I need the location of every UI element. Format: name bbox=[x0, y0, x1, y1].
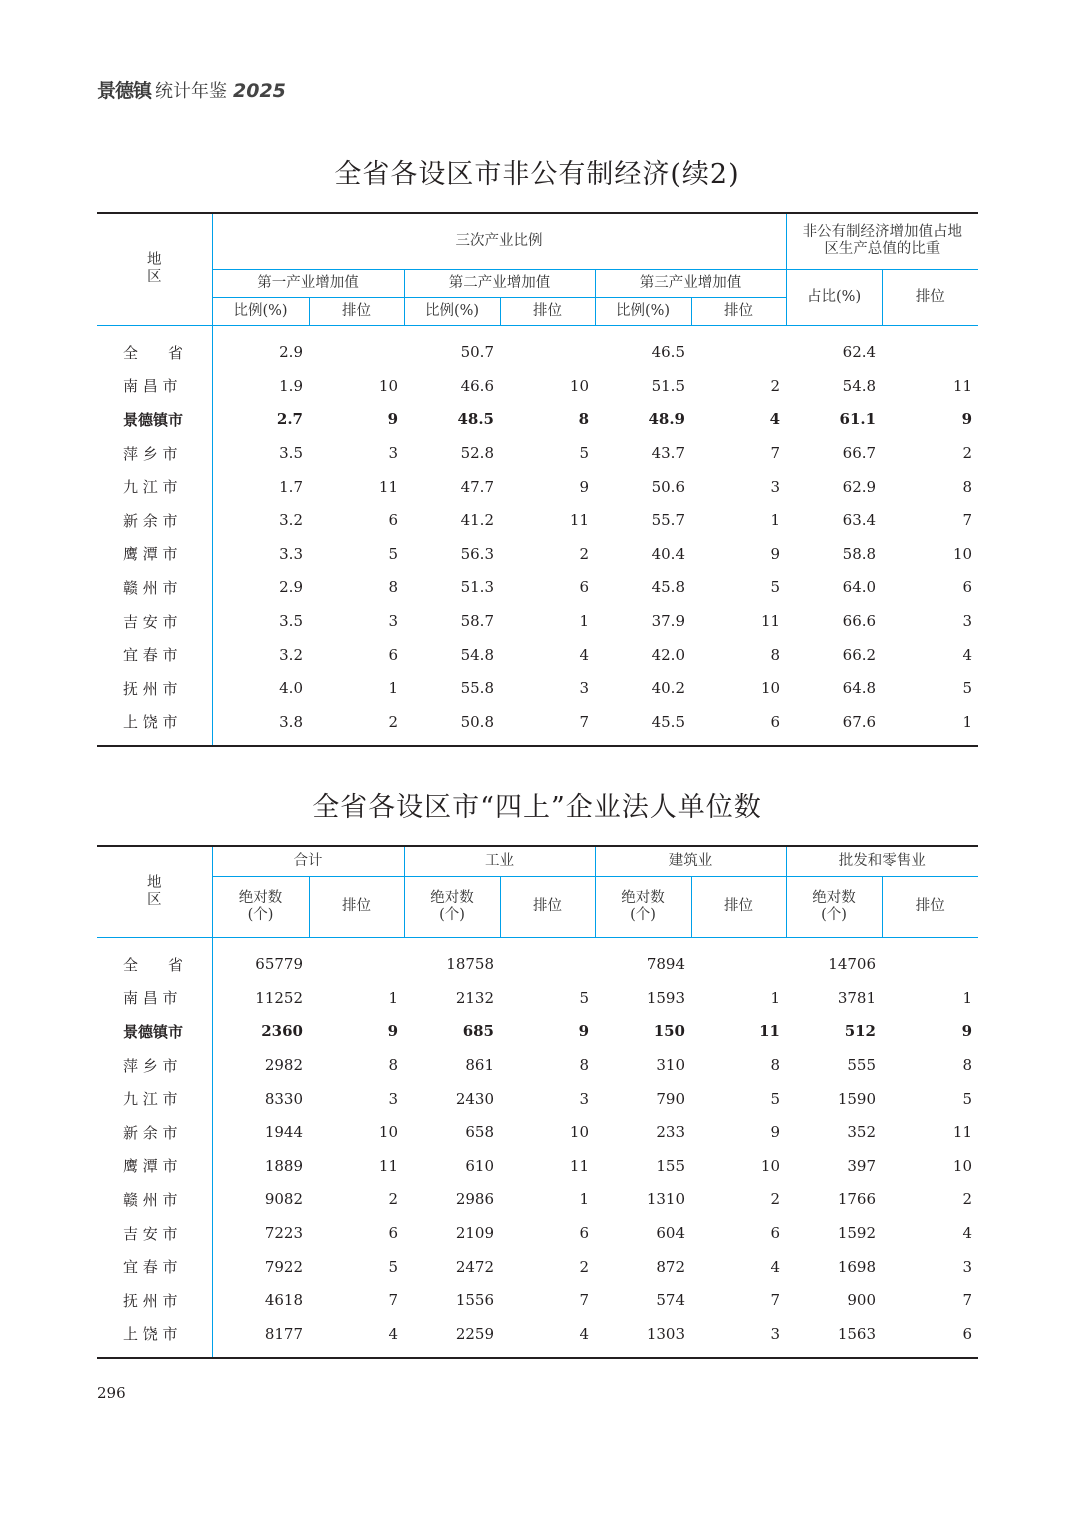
table-row bbox=[97, 436, 978, 470]
header-industry-abs: 绝对数(个) bbox=[404, 876, 500, 937]
table-row bbox=[97, 1048, 978, 1082]
value-cell: 6 bbox=[962, 578, 973, 597]
value-cell: 9 bbox=[770, 1123, 780, 1142]
header-total: 合计 bbox=[212, 846, 404, 876]
value-cell: 4 bbox=[770, 1257, 780, 1276]
value-cell: 7922 bbox=[212, 1250, 309, 1284]
region-cell: 上 饶 市 bbox=[97, 1317, 212, 1358]
value-cell: 11 bbox=[760, 612, 781, 631]
value-cell: 2 bbox=[770, 376, 781, 395]
value-cell: 7 bbox=[388, 1291, 398, 1310]
header-secondary-rank: 排位 bbox=[500, 297, 595, 325]
table-row bbox=[97, 937, 978, 981]
region-cell: 抚 州 市 bbox=[123, 1291, 178, 1310]
value-cell: 1 bbox=[962, 988, 972, 1007]
value-cell: 5 bbox=[962, 679, 973, 698]
value-cell: 1 bbox=[770, 511, 781, 530]
header-share: 占比(%) bbox=[786, 269, 882, 325]
nonpublic-economy-table bbox=[97, 212, 978, 747]
table-row bbox=[97, 369, 978, 403]
table-row bbox=[97, 1149, 978, 1183]
value-cell: 6 bbox=[388, 1224, 398, 1243]
value-cell: 1 bbox=[882, 705, 978, 746]
value-cell: 6 bbox=[579, 578, 589, 597]
value-cell: 4 bbox=[962, 1224, 972, 1243]
value-cell: 9 bbox=[961, 410, 973, 429]
value-cell: 6 bbox=[882, 1317, 978, 1358]
value-cell: 790 bbox=[656, 1089, 685, 1108]
value-cell: 2 bbox=[770, 1190, 780, 1209]
value-cell: 1303 bbox=[595, 1317, 691, 1358]
value-cell: 4 bbox=[962, 645, 973, 664]
value-cell: 2430 bbox=[455, 1089, 494, 1108]
value-cell: 1.7 bbox=[212, 470, 309, 504]
region-cell: 萍 乡 市 bbox=[123, 444, 178, 463]
value-cell: 5 bbox=[388, 544, 398, 563]
value-cell bbox=[309, 937, 404, 981]
value-cell: 41.2 bbox=[460, 511, 494, 530]
value-cell: 52.8 bbox=[460, 444, 494, 463]
value-cell: 1944 bbox=[212, 1115, 309, 1149]
value-cell: 1 bbox=[579, 612, 589, 631]
value-cell: 2 bbox=[962, 444, 973, 463]
table-row bbox=[97, 325, 978, 369]
value-cell: 10 bbox=[760, 679, 781, 698]
value-cell: 7 bbox=[500, 705, 595, 746]
value-cell: 8 bbox=[578, 410, 589, 429]
value-cell: 3 bbox=[770, 477, 781, 496]
value-cell: 40.2 bbox=[651, 679, 685, 698]
region-cell: 九 江 市 bbox=[123, 1090, 178, 1109]
value-cell: 658 bbox=[465, 1123, 494, 1142]
value-cell: 10 bbox=[378, 1123, 398, 1142]
value-cell: 4 bbox=[309, 1317, 404, 1358]
value-cell: 3 bbox=[388, 612, 398, 631]
value-cell: 9 bbox=[387, 410, 398, 429]
value-cell: 872 bbox=[656, 1257, 685, 1276]
value-cell: 1 bbox=[579, 1190, 589, 1209]
value-cell: 1889 bbox=[212, 1149, 309, 1183]
value-cell bbox=[882, 937, 978, 981]
value-cell: 2472 bbox=[455, 1257, 494, 1276]
region-cell: 九 江 市 bbox=[123, 478, 178, 497]
header-brand: 景德镇 bbox=[97, 80, 152, 102]
value-cell: 5 bbox=[579, 444, 589, 463]
value-cell: 54.8 bbox=[842, 376, 877, 395]
header-secondary: 第二产业增加值 bbox=[404, 269, 595, 297]
table2-title: 全省各设区市“四上”企业法人单位数 bbox=[312, 792, 762, 823]
table-row bbox=[97, 503, 978, 537]
value-cell: 66.6 bbox=[842, 612, 877, 631]
table-row bbox=[97, 638, 978, 672]
page-number: 296 bbox=[97, 1384, 126, 1402]
value-cell: 4.0 bbox=[212, 671, 309, 705]
value-cell: 8 bbox=[388, 1056, 398, 1075]
value-cell: 11 bbox=[378, 477, 398, 496]
value-cell: 48.5 bbox=[457, 410, 494, 429]
value-cell: 4 bbox=[769, 410, 781, 429]
region-cell: 新 余 市 bbox=[123, 1123, 178, 1142]
value-cell bbox=[691, 325, 786, 369]
header-trade-rank: 排位 bbox=[882, 876, 978, 937]
value-cell: 1592 bbox=[837, 1224, 876, 1243]
header-trade-abs: 绝对数(个) bbox=[786, 876, 882, 937]
value-cell: 3 bbox=[579, 1089, 589, 1108]
region-cell: 新 余 市 bbox=[123, 511, 178, 530]
value-cell: 66.7 bbox=[842, 444, 877, 463]
header-secondary-ratio: 比例(%) bbox=[404, 297, 500, 325]
value-cell: 65779 bbox=[212, 937, 309, 981]
value-cell: 900 bbox=[847, 1291, 876, 1310]
value-cell: 9 bbox=[961, 1022, 972, 1041]
table-row bbox=[97, 1317, 978, 1358]
header-year: 2025 bbox=[233, 80, 286, 102]
value-cell: 10 bbox=[378, 376, 398, 395]
value-cell: 5 bbox=[770, 578, 781, 597]
value-cell: 2.9 bbox=[212, 325, 309, 369]
value-cell: 2982 bbox=[212, 1048, 309, 1082]
table-row bbox=[97, 1015, 978, 1049]
value-cell: 150 bbox=[653, 1022, 685, 1041]
region-cell: 赣 州 市 bbox=[123, 578, 178, 597]
value-cell: 2 bbox=[388, 1190, 398, 1209]
value-cell bbox=[500, 325, 595, 369]
header-tertiary-ratio: 比例(%) bbox=[595, 297, 691, 325]
value-cell: 7 bbox=[770, 444, 781, 463]
region-cell: 鹰 潭 市 bbox=[123, 545, 178, 564]
value-cell: 2 bbox=[962, 1190, 972, 1209]
value-cell: 11 bbox=[569, 511, 589, 530]
header-trade: 批发和零售业 bbox=[786, 846, 978, 876]
value-cell: 3 bbox=[691, 1317, 786, 1358]
value-cell bbox=[691, 937, 786, 981]
value-cell: 9 bbox=[387, 1022, 398, 1041]
value-cell: 11 bbox=[952, 1123, 972, 1142]
value-cell: 11 bbox=[759, 1022, 780, 1041]
region-cell: 南 昌 市 bbox=[123, 377, 178, 396]
region-cell: 景德镇市 bbox=[123, 1022, 184, 1041]
value-cell: 7894 bbox=[646, 955, 685, 974]
value-cell: 2 bbox=[309, 705, 404, 746]
value-cell: 66.2 bbox=[842, 645, 877, 664]
value-cell: 64.0 bbox=[842, 578, 877, 597]
table-row bbox=[97, 571, 978, 605]
value-cell: 7223 bbox=[212, 1216, 309, 1250]
value-cell: 1593 bbox=[646, 988, 685, 1007]
value-cell: 18758 bbox=[446, 955, 494, 974]
value-cell: 2360 bbox=[212, 1015, 309, 1049]
value-cell: 397 bbox=[847, 1156, 876, 1175]
value-cell: 610 bbox=[465, 1156, 494, 1175]
value-cell: 512 bbox=[844, 1022, 876, 1041]
value-cell: 3.3 bbox=[212, 537, 309, 571]
value-cell: 861 bbox=[465, 1056, 494, 1075]
value-cell: 1556 bbox=[455, 1291, 494, 1310]
value-cell: 67.6 bbox=[786, 705, 882, 746]
value-cell: 1 bbox=[770, 988, 780, 1007]
value-cell: 6 bbox=[388, 645, 398, 664]
header-total-abs: 绝对数(个) bbox=[212, 876, 309, 937]
header-total-rank: 排位 bbox=[309, 876, 404, 937]
value-cell: 2 bbox=[579, 1257, 589, 1276]
value-cell: 8 bbox=[962, 477, 973, 496]
value-cell: 47.7 bbox=[460, 477, 494, 496]
value-cell: 10 bbox=[569, 1123, 589, 1142]
table-row bbox=[97, 537, 978, 571]
table-row bbox=[97, 1183, 978, 1217]
value-cell: 8177 bbox=[212, 1317, 309, 1358]
value-cell: 56.3 bbox=[460, 544, 494, 563]
region-cell: 全 省 bbox=[123, 955, 184, 974]
region-cell: 景德镇市 bbox=[123, 410, 184, 429]
value-cell: 8 bbox=[579, 1056, 589, 1075]
enterprise-count-table bbox=[97, 845, 978, 1359]
value-cell: 9 bbox=[579, 477, 589, 496]
value-cell: 4618 bbox=[212, 1283, 309, 1317]
value-cell: 51.5 bbox=[651, 376, 685, 395]
header-primary-ratio: 比例(%) bbox=[212, 297, 309, 325]
value-cell: 1 bbox=[388, 679, 398, 698]
value-cell: 8330 bbox=[212, 1082, 309, 1116]
value-cell: 1590 bbox=[837, 1089, 876, 1108]
value-cell: 2132 bbox=[455, 988, 494, 1007]
value-cell: 3 bbox=[962, 612, 973, 631]
value-cell: 3.2 bbox=[212, 638, 309, 672]
region-cell: 全 省 bbox=[123, 343, 184, 362]
value-cell: 6 bbox=[770, 1224, 780, 1243]
value-cell: 574 bbox=[656, 1291, 685, 1310]
value-cell: 5 bbox=[770, 1089, 780, 1108]
header-nonpublic-share: 非公有制经济增加值占地区生产总值的比重 bbox=[786, 213, 978, 269]
value-cell: 58.8 bbox=[842, 544, 877, 563]
value-cell: 2259 bbox=[404, 1317, 500, 1358]
value-cell: 43.7 bbox=[651, 444, 685, 463]
header-share-rank: 排位 bbox=[882, 269, 978, 325]
value-cell: 45.8 bbox=[651, 578, 685, 597]
region-cell: 宜 春 市 bbox=[123, 646, 178, 665]
value-cell: 46.5 bbox=[651, 343, 685, 362]
value-cell: 9 bbox=[578, 1022, 589, 1041]
value-cell: 8 bbox=[770, 645, 781, 664]
value-cell: 4 bbox=[579, 645, 589, 664]
value-cell: 8 bbox=[770, 1056, 780, 1075]
value-cell: 604 bbox=[656, 1224, 685, 1243]
header-construction: 建筑业 bbox=[595, 846, 786, 876]
table-row bbox=[97, 403, 978, 437]
value-cell: 10 bbox=[952, 1156, 972, 1175]
value-cell bbox=[882, 325, 978, 369]
value-cell: 6 bbox=[691, 705, 786, 746]
value-cell: 10 bbox=[952, 544, 973, 563]
value-cell: 50.8 bbox=[404, 705, 500, 746]
value-cell: 9082 bbox=[212, 1183, 309, 1217]
value-cell: 62.9 bbox=[842, 477, 877, 496]
region-cell: 鹰 潭 市 bbox=[123, 1157, 178, 1176]
value-cell: 9 bbox=[770, 544, 781, 563]
value-cell: 2109 bbox=[455, 1224, 494, 1243]
value-cell: 48.9 bbox=[648, 410, 685, 429]
header-book: 统计年鉴 bbox=[155, 81, 228, 102]
table1-title: 全省各设区市非公有制经济(续2) bbox=[334, 159, 740, 190]
value-cell: 7 bbox=[962, 1291, 972, 1310]
region-cell: 上 饶 市 bbox=[97, 705, 212, 746]
value-cell: 155 bbox=[656, 1156, 685, 1175]
value-cell: 7 bbox=[770, 1291, 780, 1310]
value-cell: 63.4 bbox=[842, 511, 877, 530]
header-industry-ratio: 三次产业比例 bbox=[212, 213, 786, 269]
value-cell: 3 bbox=[962, 1257, 972, 1276]
value-cell: 55.8 bbox=[460, 679, 494, 698]
value-cell: 1698 bbox=[837, 1257, 876, 1276]
value-cell: 11252 bbox=[212, 981, 309, 1015]
value-cell: 55.7 bbox=[651, 511, 685, 530]
region-cell: 宜 春 市 bbox=[123, 1258, 178, 1277]
value-cell: 8 bbox=[962, 1056, 972, 1075]
value-cell: 58.7 bbox=[460, 612, 494, 631]
value-cell: 50.6 bbox=[651, 477, 685, 496]
value-cell: 2.9 bbox=[212, 571, 309, 605]
table-row bbox=[97, 1216, 978, 1250]
value-cell: 3 bbox=[388, 444, 398, 463]
value-cell: 11 bbox=[952, 376, 973, 395]
value-cell: 310 bbox=[656, 1056, 685, 1075]
value-cell: 7 bbox=[962, 511, 973, 530]
value-cell: 3781 bbox=[837, 988, 876, 1007]
value-cell: 11 bbox=[569, 1156, 589, 1175]
value-cell: 37.9 bbox=[651, 612, 685, 631]
value-cell: 6 bbox=[579, 1224, 589, 1243]
region-cell: 吉 安 市 bbox=[123, 1224, 178, 1243]
value-cell: 3 bbox=[388, 1089, 398, 1108]
header-industry: 工业 bbox=[404, 846, 595, 876]
value-cell: 7 bbox=[579, 1291, 589, 1310]
table-row bbox=[97, 1250, 978, 1284]
value-cell: 61.1 bbox=[839, 410, 877, 429]
header-construction-rank: 排位 bbox=[691, 876, 786, 937]
table-row bbox=[97, 705, 978, 746]
header-industry-rank: 排位 bbox=[500, 876, 595, 937]
value-cell: 555 bbox=[847, 1056, 876, 1075]
region-cell: 南 昌 市 bbox=[123, 989, 178, 1008]
value-cell: 3 bbox=[579, 679, 589, 698]
value-cell: 5 bbox=[962, 1089, 972, 1108]
region-cell: 抚 州 市 bbox=[123, 679, 178, 698]
value-cell: 3.5 bbox=[212, 436, 309, 470]
header-tertiary: 第三产业增加值 bbox=[595, 269, 786, 297]
region-cell: 萍 乡 市 bbox=[123, 1056, 178, 1075]
value-cell: 40.4 bbox=[651, 544, 685, 563]
table-row bbox=[97, 981, 978, 1015]
value-cell: 62.4 bbox=[842, 343, 877, 362]
value-cell: 233 bbox=[656, 1123, 685, 1142]
value-cell bbox=[309, 325, 404, 369]
table-row bbox=[97, 470, 978, 504]
value-cell: 64.8 bbox=[842, 679, 877, 698]
table-row bbox=[97, 1283, 978, 1317]
value-cell: 45.5 bbox=[595, 705, 691, 746]
value-cell: 1310 bbox=[646, 1190, 685, 1209]
value-cell bbox=[500, 937, 595, 981]
value-cell: 11 bbox=[378, 1156, 398, 1175]
value-cell: 4 bbox=[500, 1317, 595, 1358]
value-cell: 3.5 bbox=[212, 604, 309, 638]
value-cell: 352 bbox=[847, 1123, 876, 1142]
header-tertiary-rank: 排位 bbox=[691, 297, 786, 325]
value-cell: 6 bbox=[388, 511, 398, 530]
value-cell: 54.8 bbox=[460, 645, 494, 664]
value-cell: 3.2 bbox=[212, 503, 309, 537]
value-cell: 14706 bbox=[828, 955, 876, 974]
value-cell: 1563 bbox=[786, 1317, 882, 1358]
table-row bbox=[97, 671, 978, 705]
value-cell: 685 bbox=[462, 1022, 494, 1041]
header-region: 地 区 bbox=[97, 846, 212, 937]
value-cell: 51.3 bbox=[460, 578, 494, 597]
value-cell: 1766 bbox=[837, 1190, 876, 1209]
value-cell: 5 bbox=[388, 1257, 398, 1276]
table-row bbox=[97, 1082, 978, 1116]
region-cell: 吉 安 市 bbox=[123, 612, 178, 631]
region-cell: 赣 州 市 bbox=[123, 1190, 178, 1209]
value-cell: 1 bbox=[388, 988, 398, 1007]
value-cell: 42.0 bbox=[651, 645, 685, 664]
value-cell: 50.7 bbox=[460, 343, 494, 362]
value-cell: 2986 bbox=[455, 1190, 494, 1209]
header-region: 地 区 bbox=[97, 213, 212, 325]
value-cell: 10 bbox=[760, 1156, 780, 1175]
value-cell: 2 bbox=[579, 544, 589, 563]
table-row bbox=[97, 604, 978, 638]
running-header bbox=[97, 76, 286, 104]
value-cell: 46.6 bbox=[460, 376, 494, 395]
value-cell: 10 bbox=[569, 376, 589, 395]
header-primary: 第一产业增加值 bbox=[212, 269, 404, 297]
value-cell: 3.8 bbox=[212, 705, 309, 746]
value-cell: 2.7 bbox=[212, 403, 309, 437]
header-construction-abs: 绝对数(个) bbox=[595, 876, 691, 937]
header-primary-rank: 排位 bbox=[309, 297, 404, 325]
value-cell: 5 bbox=[579, 988, 589, 1007]
table-row bbox=[97, 1115, 978, 1149]
value-cell: 8 bbox=[388, 578, 398, 597]
value-cell: 1.9 bbox=[212, 369, 309, 403]
